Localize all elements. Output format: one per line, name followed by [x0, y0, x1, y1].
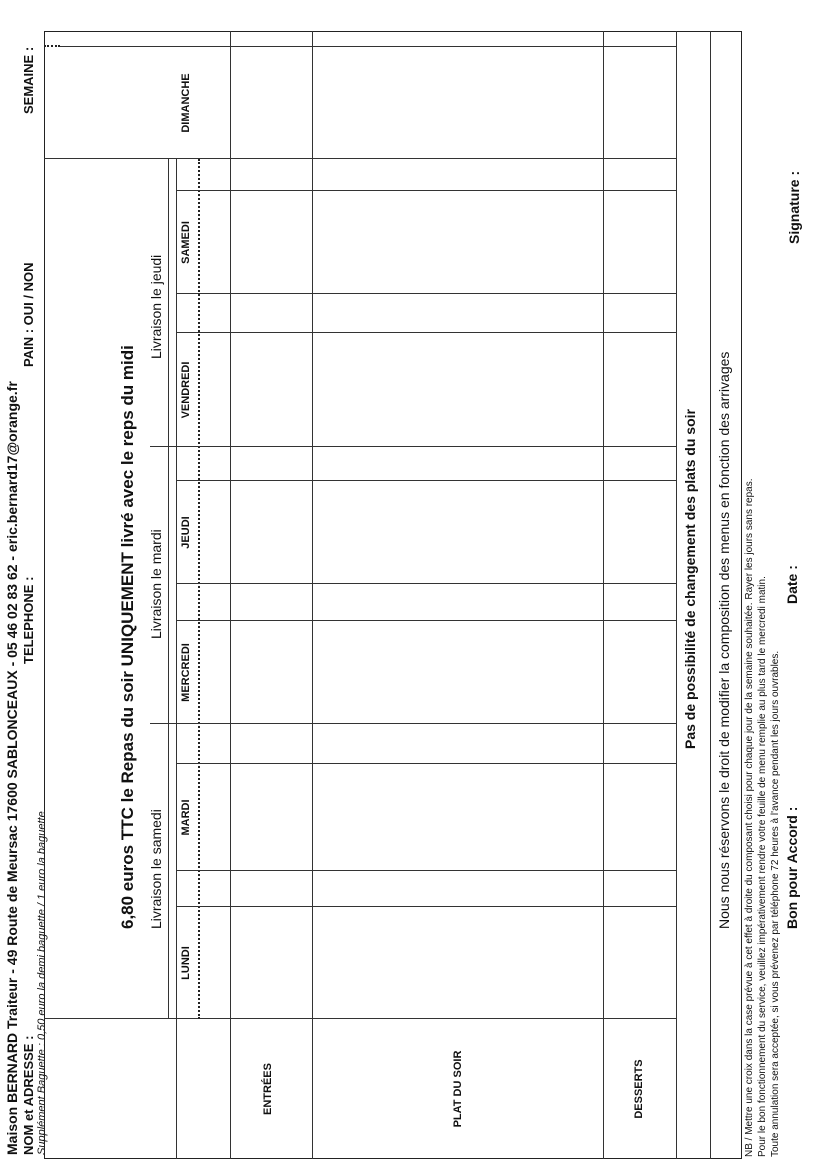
delivery-thursday: Livraison le jeudi	[148, 254, 164, 359]
telephone-label: TELEPHONE :	[21, 576, 36, 664]
name-address-label: NOM et ADRESSE :	[21, 1035, 36, 1155]
note-3: Toute annulation sera acceptée, si vous prévenez par téléphone 72 heures à l'avance pendant les jours ouvrables.	[770, 650, 781, 1157]
day-samedi: SAMEDI	[180, 221, 192, 264]
reserve-notice: Nous nous réservons le droit de modifier la composition des menus en fonction des arrivages	[716, 351, 732, 929]
bread-option-label: PAIN : OUI / NON	[21, 262, 36, 367]
no-change-notice: Pas de possibilité de changement des plats du soir	[682, 409, 698, 749]
day-dimanche: DIMANCHE	[180, 73, 192, 133]
row-entrees: ENTRÉES	[262, 1063, 274, 1115]
accord-label: Bon pour Accord :	[784, 806, 800, 929]
bread-supplement: Supplément Baguette : 0,50 euro la demi baguette / 1 euro la baguette	[36, 811, 48, 1155]
price-title: 6,80 euros TTC le Repas du soir UNIQUEMENT livré avec le reps du midi	[118, 345, 137, 929]
day-mercredi: MERCREDI	[180, 643, 192, 702]
delivery-tuesday: Livraison le mardi	[148, 529, 164, 639]
day-vendredi: VENDREDI	[180, 361, 192, 419]
date-label: Date :	[784, 565, 800, 604]
day-lundi: LUNDI	[180, 946, 192, 980]
delivery-saturday: Livraison le samedi	[148, 809, 164, 929]
day-jeudi: JEUDI	[180, 516, 192, 549]
note-2: Pour le bon fonctionnement du service, veuillez impérativement rendre votre feuille de menu remplie au plus tard le mercredi matin.	[757, 576, 768, 1157]
company-line: Maison BERNARD Traiteur - 49 Route de Meursac 17600 SABLONCEAUX - 05 46 02 83 62 - eric.bernard17@orange.fr	[4, 381, 20, 1155]
day-mardi: MARDI	[180, 799, 192, 836]
week-label: SEMAINE :	[21, 46, 36, 114]
signature-label: Signature :	[786, 170, 802, 244]
note-1: NB / Mettre une croix dans la case prévue à cet effet à droite du composant choisi pour chaque jour de la semaine souhaitée. Rayer les jours sans repas.	[744, 478, 755, 1157]
row-plat-du-soir: PLAT DU SOIR	[452, 1050, 464, 1128]
row-desserts: DESSERTS	[633, 1059, 645, 1119]
